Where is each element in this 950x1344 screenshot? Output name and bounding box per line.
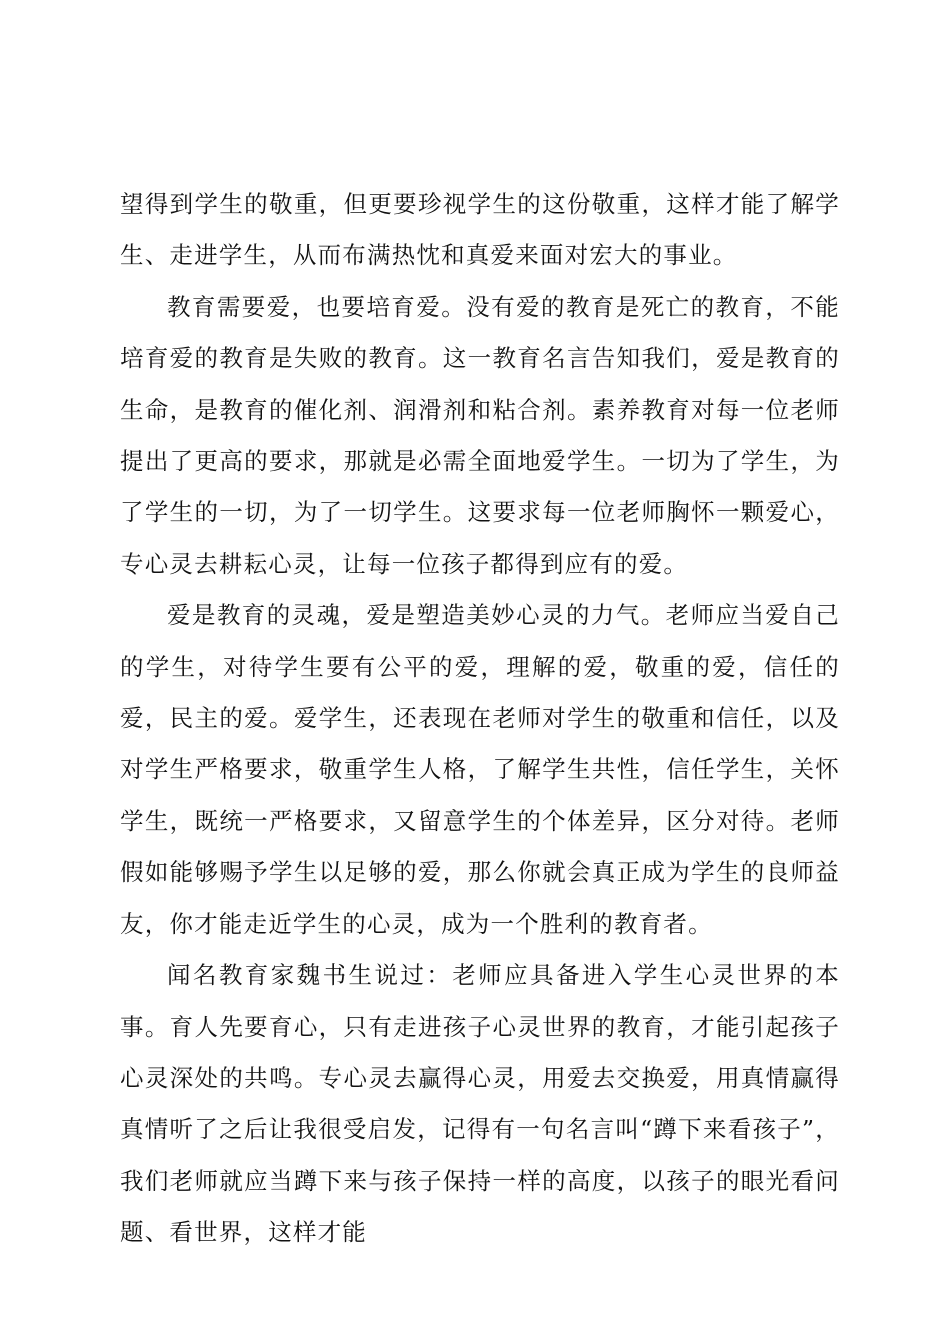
paragraph-2: 教育需要爱，也要培育爱。没有爱的教育是死亡的教育，不能培育爱的教育是失败的教育。这一教育名言告知我们，爱是教育的生命，是教育的催化剂、润滑剂和粘合剂。素养教育对每一位老师提出了更高的要求，那就是必需全面地爱学生。一切为了学生，为了学生的一切，为了一切学生。这要求每一位老师胸怀一颗爱心，专心灵去耕耘心灵，让每一位孩子都得到应有的爱。 [120, 292, 840, 578]
paragraph-3: 爱是教育的灵魂，爱是塑造美妙心灵的力气。老师应当爱自己的学生，对待学生要有公平的爱，理解的爱，敬重的爱，信任的爱，民主的爱。爱学生，还表现在老师对学生的敬重和信任，以及对学生严格要求，敬重学生人格，了解学生共性，信任学生，关怀学生，既统一严格要求，又留意学生的个体差异，区分对待。老师假如能够赐予学生以足够的爱，那么你就会真正成为学生的良师益友，你才能走近学生的心灵，成为一个胜利的教育者。 [120, 601, 840, 938]
paragraph-1: 望得到学生的敬重，但更要珍视学生的这份敬重，这样才能了解学生、走进学生，从而布满热忱和真爱来面对宏大的事业。 [120, 190, 840, 270]
body-text [120, 179, 840, 1259]
paragraph-4: 闻名教育家魏书生说过：老师应具备进入学生心灵世界的本事。育人先要育心，只有走进孩子心灵世界的教育，才能引起孩子心灵深处的共鸣。专心灵去赢得心灵，用爱去交换爱，用真情赢得真情听了之后让我很受启发，记得有一句名言叫“蹲下来看孩子”，我们老师就应当蹲下来与孩子保持一样的高度，以孩子的眼光看问题、看世界，这样才能 [120, 961, 840, 1247]
